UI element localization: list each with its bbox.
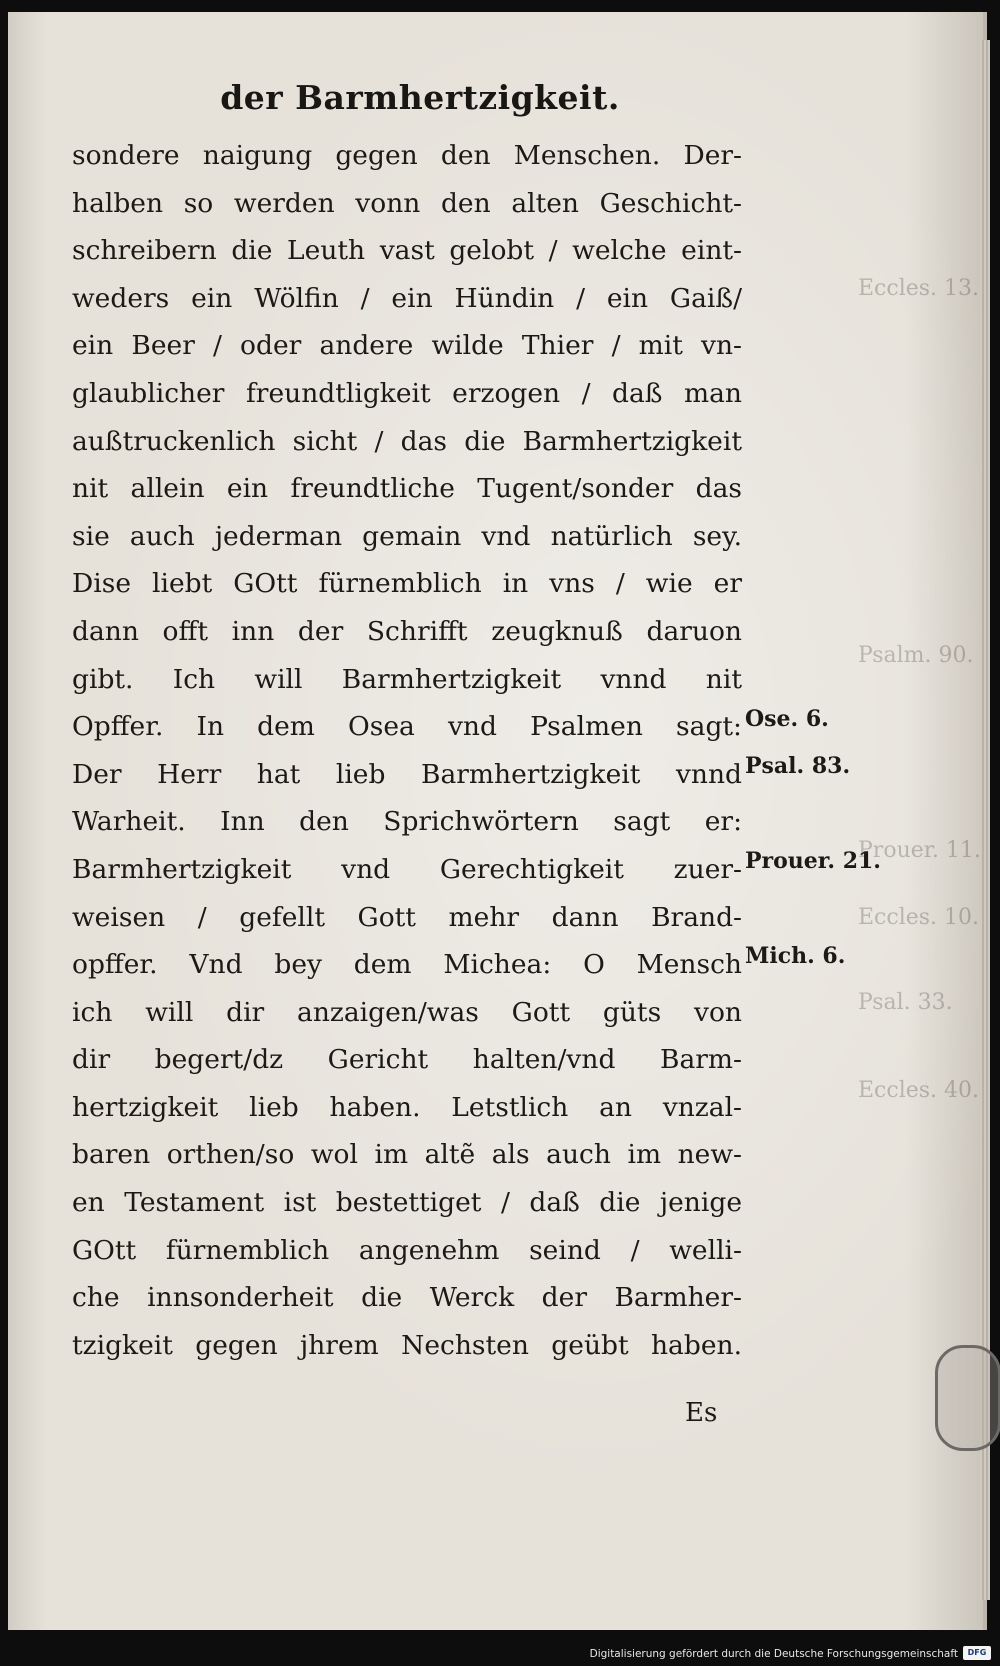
- text-line: sie auch jederman gemain vnd natürlich sey.: [72, 520, 742, 552]
- bleed-through-note: Eccles. 10.: [858, 905, 980, 930]
- running-header: der Barmhertzigkeit.: [220, 78, 620, 117]
- text-line: baren orthen/so wol im altẽ als auch im new-: [72, 1139, 742, 1171]
- catchword: Es: [685, 1398, 718, 1428]
- text-line: weders ein Wölfin / ein Hündin / ein Gaiß/: [72, 282, 742, 314]
- text-line: Barmhertzigkeit vnd Gerechtigkeit zuer-: [72, 853, 742, 885]
- marginal-reference: Psal. 83.: [745, 753, 851, 779]
- text-line: gibt. Ich will Barmhertzigkeit vnnd nit: [72, 663, 742, 695]
- text-line: nit allein ein freundtliche Tugent/sonder das: [72, 473, 742, 505]
- text-line: Dise liebt GOtt fürnemblich in vns / wie er: [72, 568, 742, 600]
- text-line: ein Beer / oder andere wilde Thier / mit vn-: [72, 330, 742, 362]
- marginal-reference: Ose. 6.: [745, 706, 829, 732]
- text-line: dir begert/dz Gericht halten/vnd Barm-: [72, 1044, 742, 1076]
- bleed-through-note: Psal. 33.: [858, 990, 953, 1015]
- text-line: Der Herr hat lieb Barmhertzigkeit vnnd: [72, 758, 742, 790]
- text-line: hertzigkeit lieb haben. Letstlich an vnzal-: [72, 1091, 742, 1123]
- text-line: dann offt inn der Schrifft zeugknuß daruon: [72, 615, 742, 647]
- bleed-through-note: Eccles. 40.: [858, 1078, 980, 1103]
- marginal-reference: Prouer. 21.: [745, 848, 881, 874]
- book-clasp: [935, 1345, 1000, 1451]
- text-line: Warheit. Inn den Sprichwörtern sagt er:: [72, 806, 742, 838]
- bleed-through-note: Prouer. 11.: [858, 838, 981, 863]
- text-line: che innsonderheit die Werck der Barmher-: [72, 1282, 742, 1314]
- bleed-through-note: Psalm. 90.: [858, 643, 974, 668]
- text-line: weisen / gefellt Gott mehr dann Brand-: [72, 901, 742, 933]
- dfg-logo-icon: DFG: [963, 1646, 991, 1660]
- marginal-reference: Mich. 6.: [745, 943, 846, 969]
- text-line: GOtt fürnemblich angenehm seind / welli-: [72, 1234, 742, 1266]
- text-line: ich will dir anzaigen/was Gott güts von: [72, 996, 742, 1028]
- text-line: schreibern die Leuth vast gelobt / welche eint-: [72, 235, 742, 267]
- text-line: opffer. Vnd bey dem Michea: O Mensch: [72, 949, 742, 981]
- bleed-through-note: Eccles. 13.: [858, 276, 980, 301]
- body-text: [72, 132, 742, 1369]
- text-line: Opffer. In dem Osea vnd Psalmen sagt:: [72, 711, 742, 743]
- text-line: halben so werden vonn den alten Geschicht-: [72, 187, 742, 219]
- funding-credit: Digitalisierung gefördert durch die Deutsche Forschungsgemeinschaft: [589, 1648, 958, 1660]
- text-line: glaublicher freundtligkeit erzogen / daß man: [72, 377, 742, 409]
- text-line: en Testament ist bestettiget / daß die jenige: [72, 1187, 742, 1219]
- text-line: tzigkeit gegen jhrem Nechsten geübt haben.: [72, 1329, 742, 1361]
- text-line: außtruckenlich sicht / das die Barmhertzigkeit: [72, 425, 742, 457]
- text-line: sondere naigung gegen den Menschen. Der-: [72, 140, 742, 171]
